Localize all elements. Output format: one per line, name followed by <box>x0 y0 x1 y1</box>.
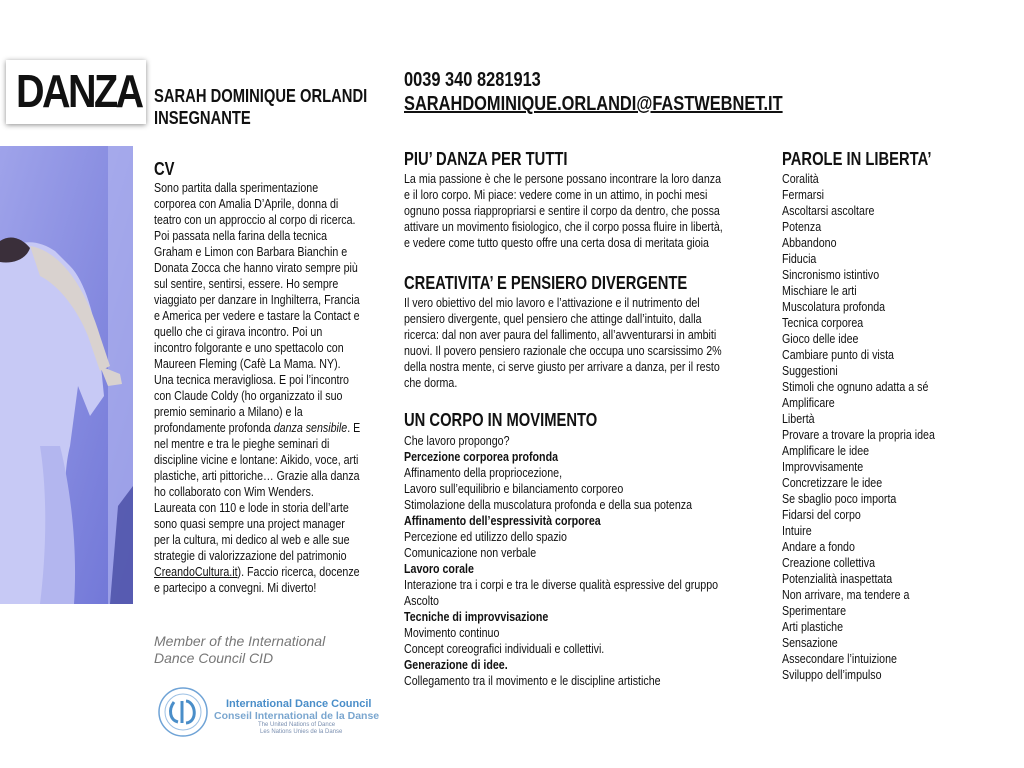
cv-line: premio seminario a Milano) e la <box>154 404 303 419</box>
cv-text <box>154 180 430 596</box>
section1-line: attivare un movimento fisiologico, che il corpo possa fluire in libertà, <box>404 219 723 234</box>
cv-line: Sono partita dalla sperimentazione <box>154 180 319 195</box>
creandocultura-link[interactable]: CreandoCultura.it <box>154 564 238 579</box>
cv-line: Maureen Fleming (Cafè La Mama. NY). <box>154 356 341 371</box>
keyword-item: Suggestioni <box>782 363 838 378</box>
contact-block <box>404 68 866 116</box>
keyword-item: Stimoli che ognuno adatta a sé <box>782 379 929 394</box>
section2-line: ricerca: dal non aver paura del fallimento, all’avventurarsi in ambiti <box>404 327 717 342</box>
section2-heading-text: CREATIVITA’ E PENSIERO DIVERGENTE <box>404 273 688 293</box>
cv-line: teatro con un approccio al corpo di ricerca. <box>154 212 356 227</box>
section1-text <box>404 171 844 251</box>
cv-text-fragment: . E <box>347 420 361 435</box>
member-line: Dance Council CID <box>154 650 274 666</box>
cv-line: incontro folgorante e uno spettacolo con <box>154 340 344 355</box>
cv-heading-text: CV <box>154 159 175 179</box>
section2-heading <box>404 272 844 294</box>
cv-text-fragment: ). Faccio ricerca, docenze <box>237 564 360 579</box>
keyword-item: Potenzialità inaspettata <box>782 571 893 586</box>
section3-heading-text: UN CORPO IN MOVIMENTO <box>404 410 598 430</box>
cv-line: e partecipo a convegni. Mi diverto! <box>154 580 317 595</box>
section3-line: Generazione di idee. <box>404 657 508 672</box>
section2-line: della nostra mente, ci serve giusto per arrivare a danza, per il resto <box>404 359 720 374</box>
cv-line: strategie di valorizzazione del patrimonio <box>154 548 347 563</box>
logo-line: Les Nations Unies de la Danse <box>260 729 343 735</box>
keyword-item: Concretizzare le idee <box>782 475 883 490</box>
section2-line: Il vero obiettivo del mio lavoro e l’attivazione e il nutrimento del <box>404 295 700 310</box>
section3-line: Collegamento tra il movimento e le discipline artistiche <box>404 673 661 688</box>
keyword-item: Sviluppo dell’impulso <box>782 667 882 682</box>
cv-line <box>154 420 380 436</box>
keyword-item: Libertà <box>782 411 815 426</box>
title-box <box>6 60 146 124</box>
section3-line: Percezione corporea profonda <box>404 449 559 464</box>
keyword-item: Potenza <box>782 219 822 234</box>
section3-line: Interazione tra i corpi e tra le diverse qualità espressive del gruppo <box>404 577 719 592</box>
section3-line: Percezione ed utilizzo dello spazio <box>404 529 567 544</box>
section1-line: La mia passione è che le persone possano incontrare la loro danza <box>404 171 722 186</box>
section2-line: che dorma. <box>404 375 458 390</box>
phone-number: 0039 340 8281913 <box>404 69 541 91</box>
cv-line: quello che ci girava incontro. Poi un <box>154 324 323 339</box>
keyword-item: Muscolatura profonda <box>782 299 886 314</box>
keyword-item: Se sbaglio poco importa <box>782 491 897 506</box>
keyword-item: Amplificare le idee <box>782 443 870 458</box>
cv-line: sono quasi sempre una project manager <box>154 516 345 531</box>
cv-line: Poi passata nella farina della tecnica <box>154 228 328 243</box>
cv-emphasis: danza sensibile <box>273 420 348 435</box>
member-line: Member of the International <box>154 633 326 649</box>
section1-heading-text: PIU’ DANZA PER TUTTI <box>404 149 568 169</box>
cid-emblem-icon <box>156 684 212 740</box>
section1-line: ognuno possa riappropriarsi e sentire il corpo da dentro, che possa <box>404 203 720 218</box>
keywords-list <box>782 171 1024 683</box>
cv-text-fragment: profondamente profonda <box>154 420 274 435</box>
section1-line: e il loro corpo. Mi piace: vedere come in un attimo, in pochi mesi <box>404 187 708 202</box>
dancer-photo <box>0 146 133 604</box>
keyword-item: Cambiare punto di vista <box>782 347 894 362</box>
cv-line: viaggiato per danzare in Inghilterra, Francia <box>154 292 360 307</box>
keywords-heading <box>782 148 1024 170</box>
keywords-heading-text: PAROLE IN LIBERTA’ <box>782 149 932 169</box>
keyword-item: Sperimentare <box>782 603 846 618</box>
keyword-item: Abbandono <box>782 235 837 250</box>
cv-line: Una tecnica meravigliosa. E poi l’incontro <box>154 372 349 387</box>
keyword-item: Fermarsi <box>782 187 825 202</box>
cv-line <box>154 564 380 580</box>
person-block <box>154 85 414 129</box>
section3-text <box>404 433 844 689</box>
section2-line: pensiero divergente, quel pensiero che attinge dall’intuito, dalla <box>404 311 702 326</box>
cv-line: plastiche, arti pittoriche… Grazie alla danza <box>154 468 360 483</box>
section3-line: Comunicazione non verbale <box>404 545 537 560</box>
cv-line: con Claude Coldy (ho organizzato il suo <box>154 388 343 403</box>
keyword-item: Sincronismo istintivo <box>782 267 880 282</box>
keyword-item: Fidarsi del corpo <box>782 507 861 522</box>
cv-line: ho collaborato con Wim Wenders. <box>154 484 314 499</box>
person-role: INSEGNANTE <box>154 108 251 128</box>
keyword-item: Ascoltarsi ascoltare <box>782 203 875 218</box>
keyword-item: Sensazione <box>782 635 838 650</box>
keyword-item: Amplificare <box>782 395 835 410</box>
section1-heading <box>404 148 844 170</box>
section3-line: Affinamento della propriocezione, <box>404 465 563 480</box>
section3-line: Concept coreografici individuali e collettivi. <box>404 641 605 656</box>
cv-line: Donata Zocca che hanno virato sempre più <box>154 260 358 275</box>
section2-text <box>404 295 844 391</box>
keyword-item: Fiducia <box>782 251 817 266</box>
section3-line: Che lavoro propongo? <box>404 433 510 448</box>
keyword-item: Mischiare le arti <box>782 283 857 298</box>
section3-line: Affinamento dell’espressività corporea <box>404 513 601 528</box>
section2-line: nuovi. Il povero pensiero razionale che occupa uno scarsissimo 2% <box>404 343 722 358</box>
section3-line: Movimento continuo <box>404 625 500 640</box>
keyword-item: Provare a trovare la propria idea <box>782 427 935 442</box>
section3-line: Ascolto <box>404 593 439 608</box>
logo-line: The United Nations of Dance <box>258 722 336 728</box>
keyword-item: Intuire <box>782 523 812 538</box>
section3-line: Tecniche di improvvisazione <box>404 609 549 624</box>
cid-logo <box>156 684 386 740</box>
cv-line: corporea con Amalia D’Aprile, donna di <box>154 196 339 211</box>
keyword-item: Gioco delle idee <box>782 331 859 346</box>
page-title: DANZA <box>16 65 142 117</box>
email-link[interactable]: SARAHDOMINIQUE.ORLANDI@FASTWEBNET.IT <box>404 93 783 115</box>
cv-line: sul sentire, sentirsi, essere. Ho sempre <box>154 276 339 291</box>
keyword-item: Non arrivare, ma tendere a <box>782 587 910 602</box>
cv-line: nel mentre e tra le pieghe seminari di <box>154 436 330 451</box>
keyword-item: Arti plastiche <box>782 619 844 634</box>
section3-line: Stimolazione della muscolatura profonda e della sua potenza <box>404 497 693 512</box>
person-name: SARAH DOMINIQUE ORLANDI <box>154 86 368 106</box>
keyword-item: Tecnica corporea <box>782 315 864 330</box>
cv-line: per la cultura, mi dedico al web e alle sue <box>154 532 350 547</box>
member-note <box>154 633 325 667</box>
section3-line: Lavoro sull’equilibrio e bilanciamento corporeo <box>404 481 624 496</box>
cv-heading <box>154 158 179 180</box>
section1-line: e vedere come tutto questo offre una certa dosa di meritata gioia <box>404 235 709 250</box>
logo-line: Conseil International de la Danse <box>214 710 380 722</box>
cv-line: Graham e Limon con Barbara Bianchin e <box>154 244 348 259</box>
section3-line: Lavoro corale <box>404 561 474 576</box>
keyword-item: Creazione collettiva <box>782 555 876 570</box>
keyword-item: Andare a fondo <box>782 539 855 554</box>
cv-line: discipline vicine e lontane: Aikido, voce, arti <box>154 452 359 467</box>
cv-line: e America per vedere e tastare la Contact e <box>154 308 360 323</box>
logo-line: International Dance Council <box>226 698 372 710</box>
keyword-item: Assecondare l’intuizione <box>782 651 897 666</box>
cv-line: Laureata con 110 e lode in storia dell’arte <box>154 500 349 515</box>
keyword-item: Improvvisamente <box>782 459 864 474</box>
keyword-item: Coralità <box>782 171 819 186</box>
section3-heading <box>404 409 844 431</box>
